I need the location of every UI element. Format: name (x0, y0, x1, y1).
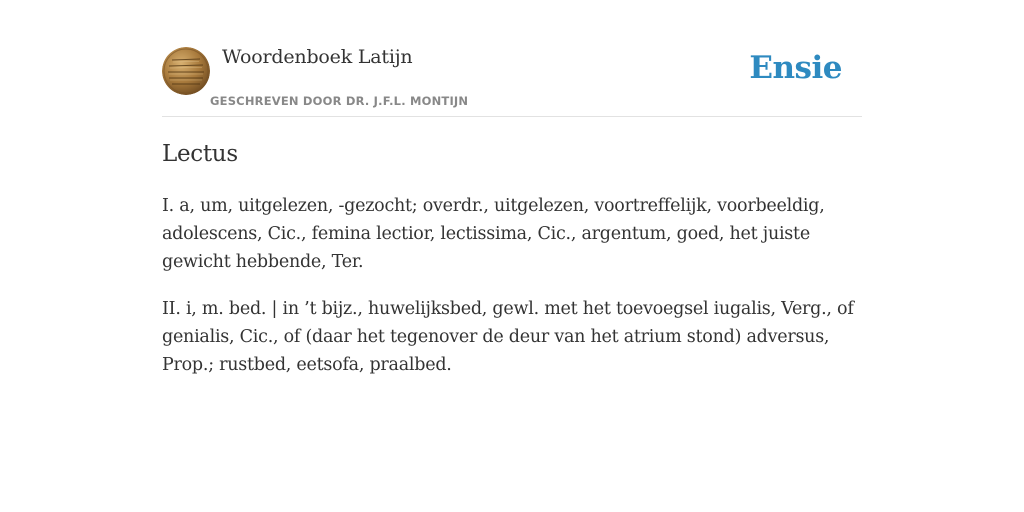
brand-logo-link[interactable]: Ensie (749, 50, 842, 86)
entry-body (162, 192, 862, 398)
author-byline: GESCHREVEN DOOR DR. J.F.L. MONTIJN (210, 94, 469, 108)
definition-paragraph: I. a, um, uitgelezen, -gezocht; overdr., uitgelezen, voortreffelijk, voorbeeldig, adolescens, Cic., femina lectior, lectissima, Cic., argentum, goed, het juiste gewicht hebbende, Ter. (162, 196, 825, 272)
definition-paragraph: II. i, m. bed. | in ’t bijz., huwelijksbed, gewl. met het toevoegsel iugalis, Verg., of genialis, Cic., of (daar het tegenover de deur van het atrium stond) adversus, Prop.; rustbed, eetsofa, praalbed. (162, 299, 854, 375)
header (162, 40, 862, 117)
entry-headword: Lectus (162, 141, 238, 167)
book-title[interactable]: Woordenboek Latijn (222, 46, 413, 68)
latin-inscription-coin-icon[interactable] (162, 47, 210, 95)
